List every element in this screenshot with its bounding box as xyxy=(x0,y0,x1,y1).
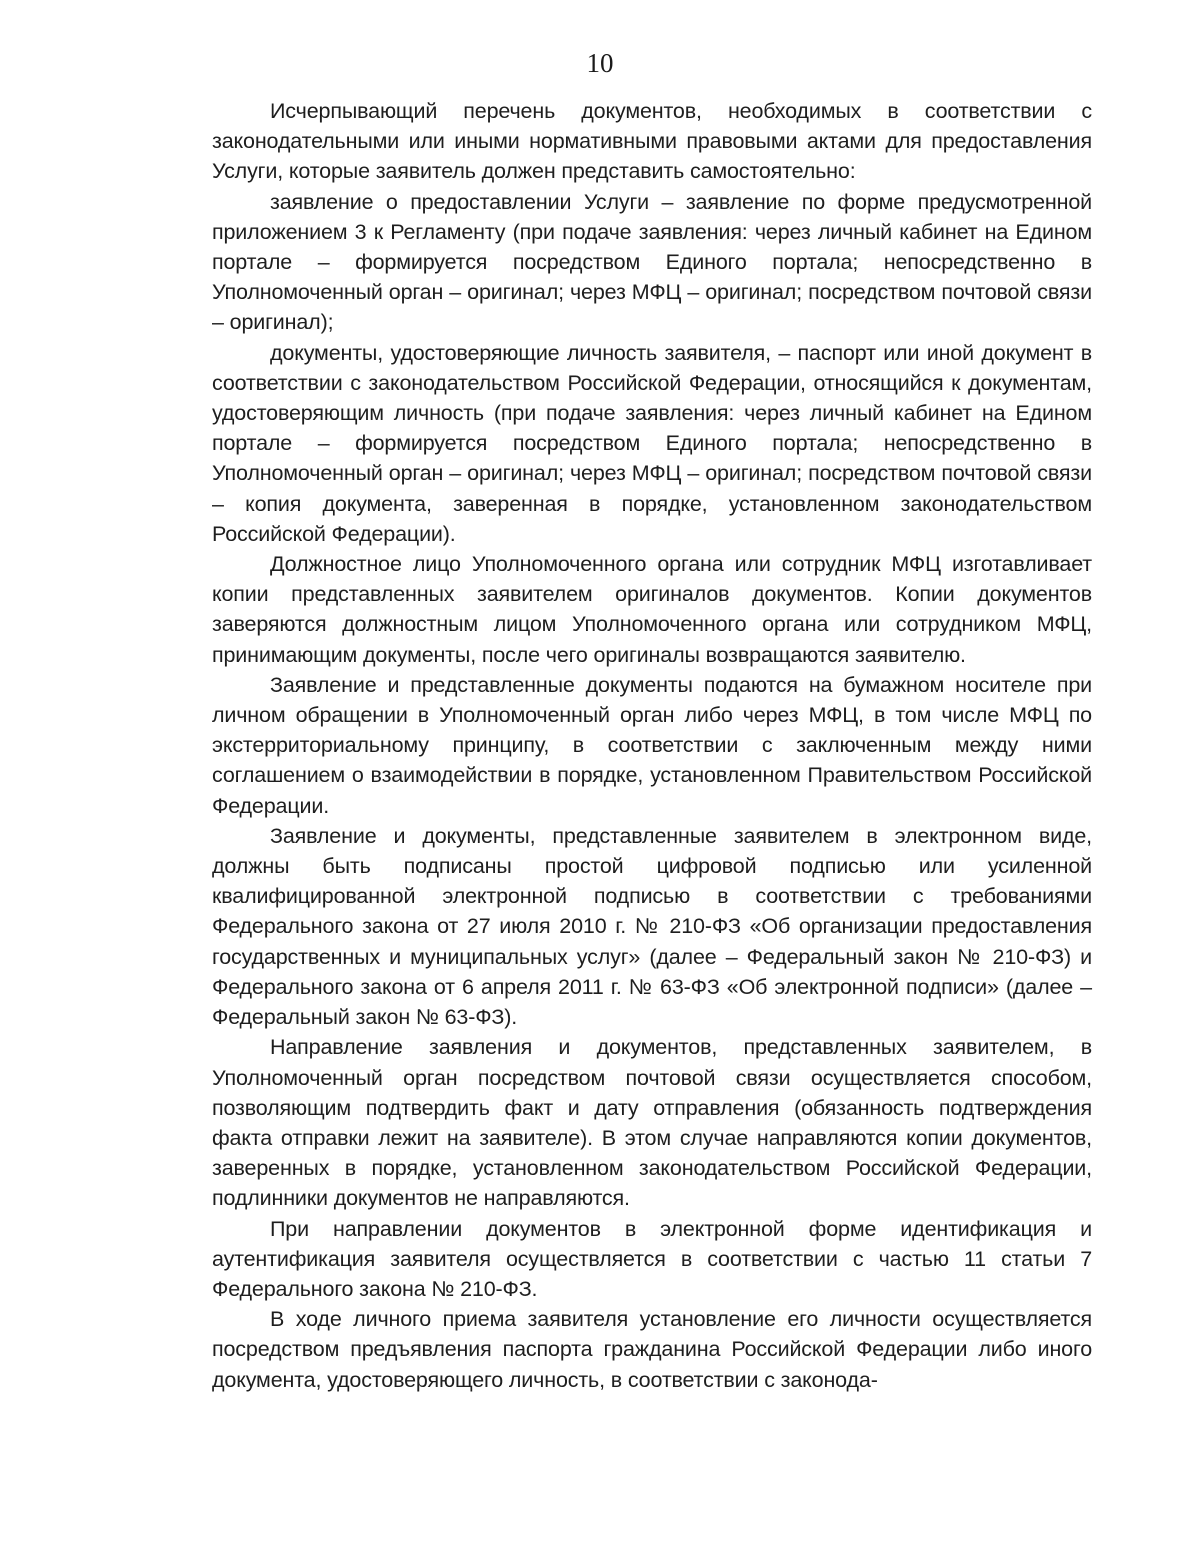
paragraph-application-form: заявление о предоставлении Услуги – заявление по форме предусмотренной приложением 3 к Регламенту (при подаче заявления: через личный кабинет на Едином портале – формируется посредством Единого портала; непосредственно в Уполномоченный орган – оригинал; через МФЦ – оригинал; посредством почтовой связи – оригинал); xyxy=(212,189,1092,335)
paragraph-identity-documents: документы, удостоверяющие личность заявителя, – паспорт или иной документ в соответствии с законодательством Российской Федерации, относящийся к документам, удостоверяющим личность (при подаче заявления: через личный кабинет на Едином портале – формируется посредством Единого портала; непосредственно в Уполномоченный орган – оригинал; через МФЦ – оригинал; посредством почтовой связи – копия документа, заверенная в порядке, установленном законодательством Российской Федерации). xyxy=(212,340,1092,546)
page-number: 10 xyxy=(586,48,614,78)
paragraph-personal-reception: В ходе личного приема заявителя установление его личности осуществляется посредством предъявления паспорта гражданина Российской Федерации либо иного документа, удостоверяющего личность, в соответствии с законода- xyxy=(212,1307,1092,1392)
paragraph-postal-submission: Направление заявления и документов, представленных заявителем, в Уполномоченный орган посредством почтовой связи осуществляется способом, позволяющим подтвердить факт и дату отправления (обязанность подтверждения факта отправки лежит на заявителе). В этом случае направляются копии документов, заверенных в порядке, установленном законодательством Российской Федерации, подлинники документов не направляются. xyxy=(212,1035,1092,1211)
paragraph-electronic-signature: Заявление и документы, представленные заявителем в электронном виде, должны быть подписаны простой цифровой подписью или усиленной квалифицированной электронной подписью в соответствии с требованиями Федерального закона от 27 июля 2010 г. № 210-ФЗ «Об организации предоставления государственных и муниципальных услуг» (далее – Федеральный закон № 210-ФЗ) и Федерального закона от 6 апреля 2011 г. № 63-ФЗ «Об электронной подписи» (далее – Федеральный закон № 63-ФЗ). xyxy=(212,823,1092,1030)
paragraph-electronic-authentication: При направлении документов в электронной форме идентификация и аутентификация заявителя осуществляется в соответствии с частью 11 статьи 7 Федерального закона № 210-ФЗ. xyxy=(212,1216,1092,1301)
paragraph-documents-list-intro: Исчерпывающий перечень документов, необходимых в соответствии с законодательными или иными нормативными правовыми актами для предоставления Услуги, которые заявитель должен представить самостоятельно: xyxy=(212,99,1092,184)
paragraph-document-copies: Должностное лицо Уполномоченного органа или сотрудник МФЦ изготавливает копии представленных заявителем оригиналов документов. Копии документов заверяются должностным лицом Уполномоченного органа или сотрудником МФЦ, принимающим документы, после чего оригиналы возвращаются заявителю. xyxy=(212,552,1092,667)
paragraph-paper-submission: Заявление и представленные документы подаются на бумажном носителе при личном обращении в Уполномоченный орган либо через МФЦ, в том числе МФЦ по экстерриториальному принципу, в соответствии с заключенным между ними соглашением о взаимодействии в порядке, установленном Правительством Российской Федерации. xyxy=(212,672,1092,818)
document-body xyxy=(212,96,1092,1395)
